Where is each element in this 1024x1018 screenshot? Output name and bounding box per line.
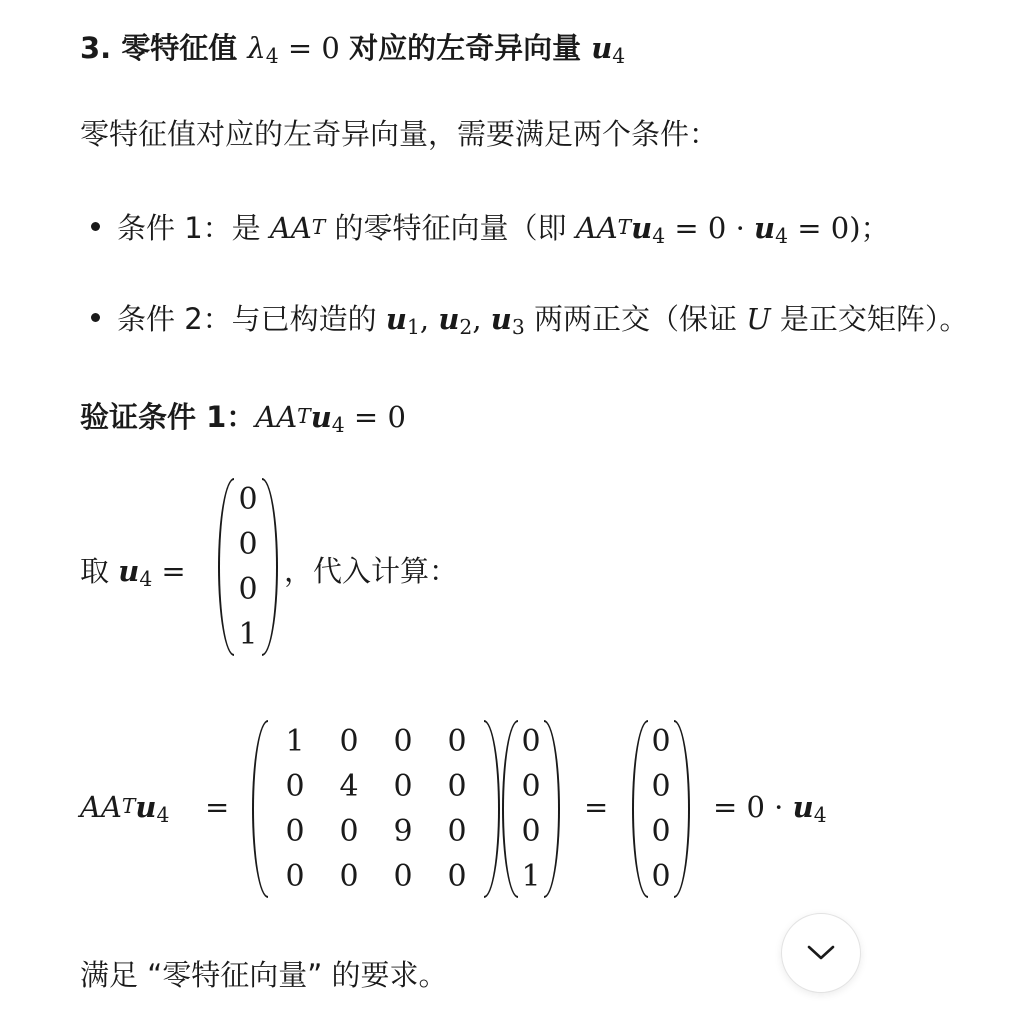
matrix-cell: 0 bbox=[339, 859, 359, 894]
matrix-cell: 0 bbox=[393, 859, 413, 894]
matrix-cell: 0 bbox=[393, 769, 413, 804]
vector-cell: 0 bbox=[651, 724, 671, 759]
right-paren bbox=[484, 720, 500, 898]
section-heading: 3. 零特征值 $\lambda_4 = 0$ 对应的左奇异向量 $u_4$ bbox=[80, 31, 626, 69]
conclusion-text: 满足 “零特征向量” 的要求。 bbox=[80, 958, 448, 992]
matrix-cell: 0 bbox=[447, 769, 467, 804]
equals-sign: = bbox=[205, 790, 230, 824]
bullet-dot bbox=[91, 313, 100, 322]
verify-heading: 验证条件 1：$AA^Tu_4 = 0$ bbox=[80, 400, 406, 438]
left-paren bbox=[218, 478, 234, 656]
vector-cell: 0 bbox=[651, 769, 671, 804]
matrix-cell: 0 bbox=[339, 814, 359, 849]
matrix-cell: 0 bbox=[447, 814, 467, 849]
vector-cell: 0 bbox=[238, 527, 258, 562]
left-paren bbox=[632, 720, 648, 898]
scroll-down-button[interactable] bbox=[781, 913, 861, 993]
vector-cell: 0 bbox=[521, 724, 541, 759]
matrix-cell: 0 bbox=[447, 724, 467, 759]
equation-lhs: $AA^Tu_4$ bbox=[80, 790, 170, 828]
matrix-cell: 1 bbox=[285, 724, 305, 759]
matrix-cell: 0 bbox=[285, 814, 305, 849]
matrix-cell: 9 bbox=[393, 814, 413, 849]
u4-vector bbox=[218, 478, 278, 656]
condition-2: 条件 2：与已构造的 $u_1$, $u_2$, $u_3$ 两两正交（保证 U 是正交矩阵）。 bbox=[117, 302, 969, 340]
equals-sign: = bbox=[584, 790, 609, 824]
vector-cell: 0 bbox=[521, 769, 541, 804]
vector-cell: 0 bbox=[521, 814, 541, 849]
intro-text: 零特征值对应的左奇异向量，需要满足两个条件： bbox=[80, 117, 719, 151]
right-paren bbox=[544, 720, 560, 898]
vector-cell: 0 bbox=[651, 859, 671, 894]
right-paren bbox=[262, 478, 278, 656]
u4-vector-eq bbox=[502, 720, 560, 898]
vector-cell: 0 bbox=[238, 482, 258, 517]
vector-cell: 0 bbox=[238, 572, 258, 607]
matrix-cell: 0 bbox=[393, 724, 413, 759]
vector-cell: 1 bbox=[521, 859, 541, 894]
take-u4-label: 取 $u_4$ = bbox=[80, 554, 186, 592]
left-paren bbox=[502, 720, 518, 898]
matrix-cell: 4 bbox=[339, 769, 359, 804]
bullet-dot bbox=[91, 222, 100, 231]
matrix-cell: 0 bbox=[285, 859, 305, 894]
take-u4-post: ，代入计算： bbox=[284, 554, 459, 588]
equation-rhs: = $0 \cdot u_4$ bbox=[713, 790, 827, 828]
vector-cell: 1 bbox=[238, 617, 258, 652]
matrix-cell: 0 bbox=[447, 859, 467, 894]
matrix-cell: 0 bbox=[285, 769, 305, 804]
vector-cell: 0 bbox=[651, 814, 671, 849]
matrix-cell: 0 bbox=[339, 724, 359, 759]
condition-1: 条件 1：是 $AA^T$ 的零特征向量（即 $AA^Tu_4 = 0 \cdot u_4 = 0$)； bbox=[117, 211, 890, 249]
right-paren bbox=[674, 720, 690, 898]
aat-matrix bbox=[252, 720, 500, 898]
left-paren bbox=[252, 720, 268, 898]
chevron-down-icon bbox=[806, 943, 836, 963]
zero-vector bbox=[632, 720, 690, 898]
